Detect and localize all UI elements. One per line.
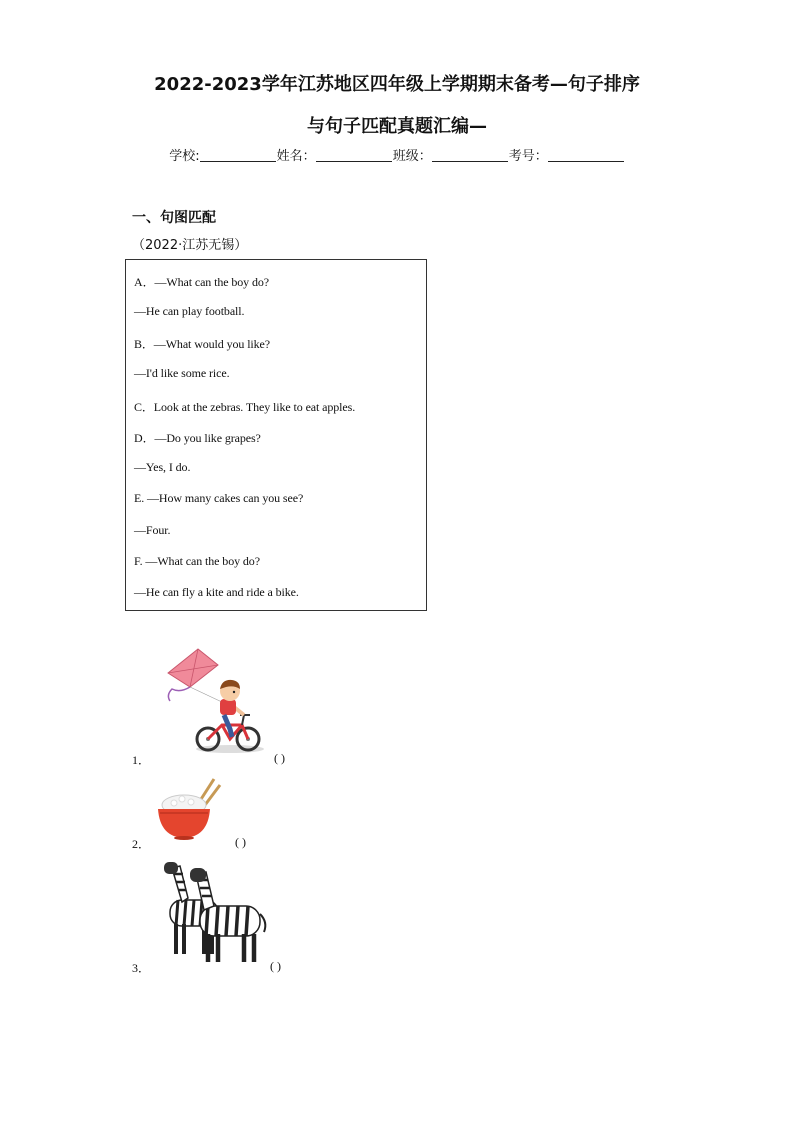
option-line: F. —What can the boy do? — [134, 554, 260, 568]
question-number: 2． — [132, 837, 151, 851]
document-title-line-1: 2022-2023学年江苏地区四年级上学期期末备考—句子排序 — [154, 74, 640, 95]
name-label: 姓名： — [276, 149, 316, 164]
class-blank[interactable] — [432, 147, 508, 162]
option-line: A．—What can the boy do? — [134, 275, 269, 289]
zebras-icon — [158, 858, 270, 966]
exam-number-blank[interactable] — [548, 147, 624, 162]
answer-blank[interactable]: ( ) — [235, 835, 246, 849]
option-line: B．—What would you like? — [134, 337, 271, 351]
option-line: —Yes, I do. — [134, 460, 191, 474]
option-line: —He can fly a kite and ride a bike. — [134, 585, 299, 599]
option-line: C．Look at the zebras. They like to eat apples. — [134, 400, 356, 414]
document-title-line-2: 与句子匹配真题汇编— — [307, 116, 487, 137]
rice-bowl-icon — [156, 775, 222, 841]
option-line: —I'd like some rice. — [134, 366, 230, 380]
source-note: （2022·江苏无锡） — [132, 238, 248, 253]
option-line: —He can play football. — [134, 304, 245, 318]
option-line: —Four. — [134, 523, 171, 537]
options-box — [125, 259, 427, 611]
name-blank[interactable] — [316, 147, 392, 162]
class-label: 班级： — [392, 149, 432, 164]
section-title: 一、句图匹配 — [132, 210, 216, 226]
option-line: E. —How many cakes can you see? — [134, 491, 304, 505]
question-number: 3． — [132, 961, 151, 975]
student-info-row — [0, 145, 794, 164]
answer-blank[interactable]: ( ) — [274, 751, 285, 765]
school-blank[interactable] — [200, 147, 276, 162]
question-number: 1． — [132, 753, 151, 767]
exam-number-label: 考号： — [508, 149, 548, 164]
school-label: 学校: — [169, 149, 200, 164]
answer-blank[interactable]: ( ) — [270, 959, 281, 973]
boy-kite-bike-icon — [160, 645, 265, 755]
option-line: D．—Do you like grapes? — [134, 431, 261, 445]
